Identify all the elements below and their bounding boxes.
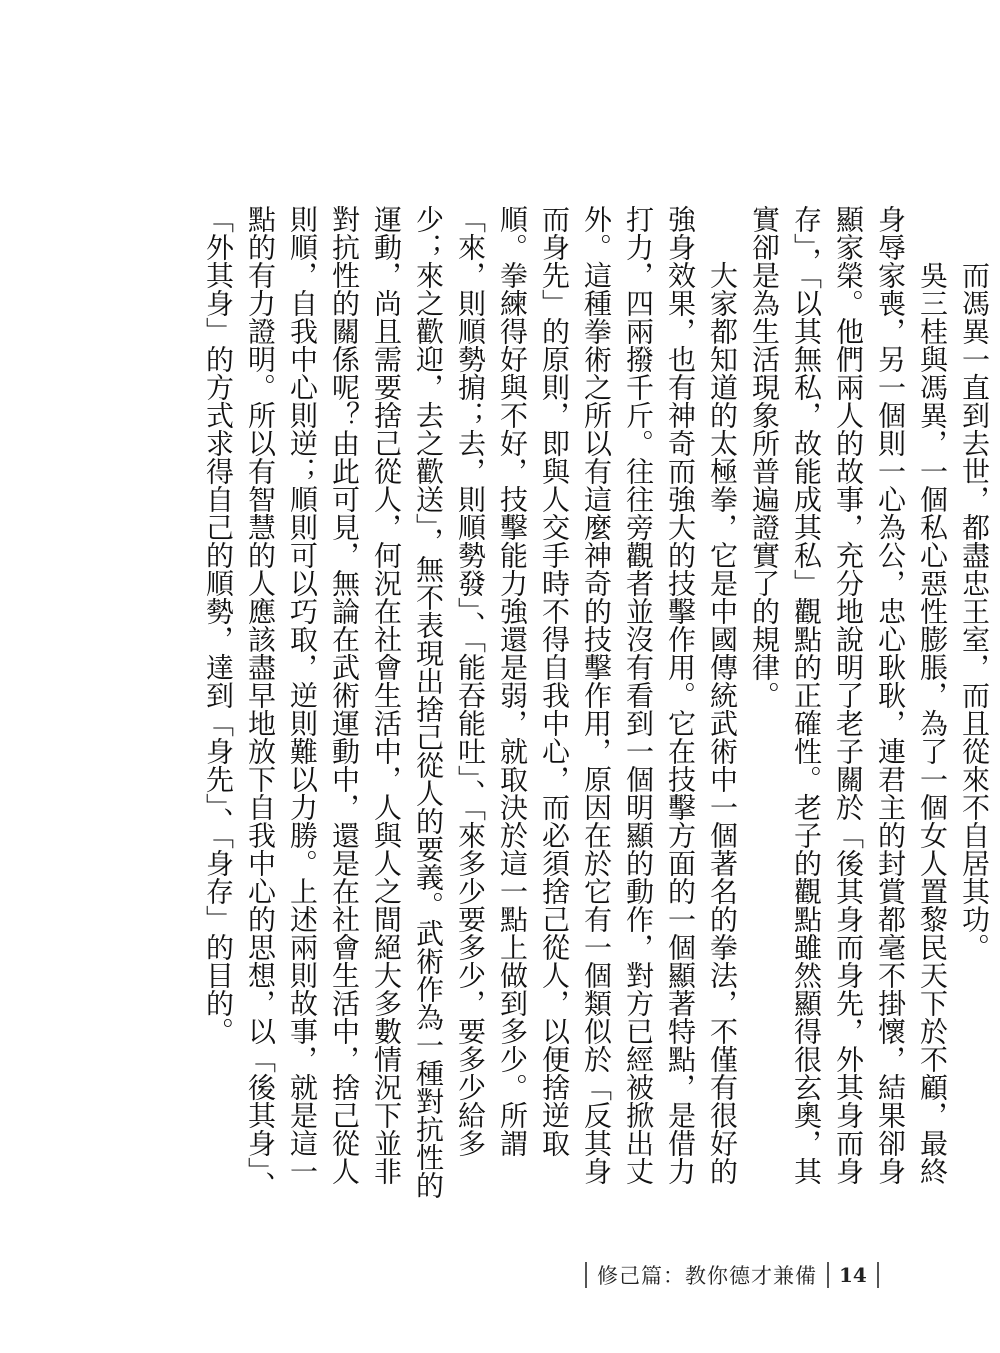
footer-divider-right bbox=[877, 1262, 879, 1288]
body-text bbox=[195, 205, 995, 1205]
paragraph-2: 吳三桂與馮異，一個私心惡性膨脹，為了一個女人置黎民天下於不顧，最終身辱家喪，另一個則一心為公，忠心耿耿，連君主的封賞都毫不掛懷，結果卻身顯家榮。他們兩人的故事，充分地說明了老子關於「後其身而身先，外其身而身存」，「以其無私，故能成其私」觀點的正確性。老子的觀點雖然顯得很玄奧，其實卻是為生活現象所普遍證實了的規律。 bbox=[748, 205, 949, 1185]
paragraph-3: 大家都知道的太極拳，它是中國傳統武術中一個著名的拳法，不僅有很好的強身效果，也有神奇而強大的技擊作用。它在技擊方面的一個顯著特點，是借力打力，四兩撥千斤。往往旁觀者並沒有看到一個明顯的動作，對方已經被掀出丈外。這種拳術之所以有這麼神奇的技擊作用，原因在於它有一個類似於「反其身而身先」的原則，即與人交手時不得自我中心，而必須捨己從人，以便捨逆取順。拳練得好與不好，技擊能力強還是弱，就取決於這一點上做到多少。所謂「來，則順勢掮；去，則順勢發」、「能吞能吐」、「來多少要多少，要多少給多少；來之歡迎，去之歡送」，無不表現出捨己從人的要義。武術作為一種對抗性的運動，尚且需要捨己從人，何況在社會生活中，人與人之間絕大多數情況下並非對抗性的關係呢？由此可見，無論在武術運動中，還是在社會生活中，捨己從人則順，自我中心則逆；順則可以巧取，逆則難以力勝。上述兩則故事，就是這一點的有力證明。所以有智慧的人應該盡早地放下自我中心的思想，以「後其身」、「外其身」的方式求得自己的順勢，達到「身先」、「身存」的目的。 bbox=[202, 205, 739, 1199]
footer-chapter-title: 修己篇：教你德才兼備 bbox=[597, 1264, 817, 1288]
footer-divider-left bbox=[585, 1262, 587, 1288]
paragraph-1: 而馮異一直到去世，都盡忠王室，而且從來不自居其功。 bbox=[958, 261, 991, 961]
page-footer bbox=[575, 1255, 889, 1295]
footer-page-number: 14 bbox=[839, 1263, 867, 1287]
footer-divider-middle bbox=[827, 1262, 829, 1288]
